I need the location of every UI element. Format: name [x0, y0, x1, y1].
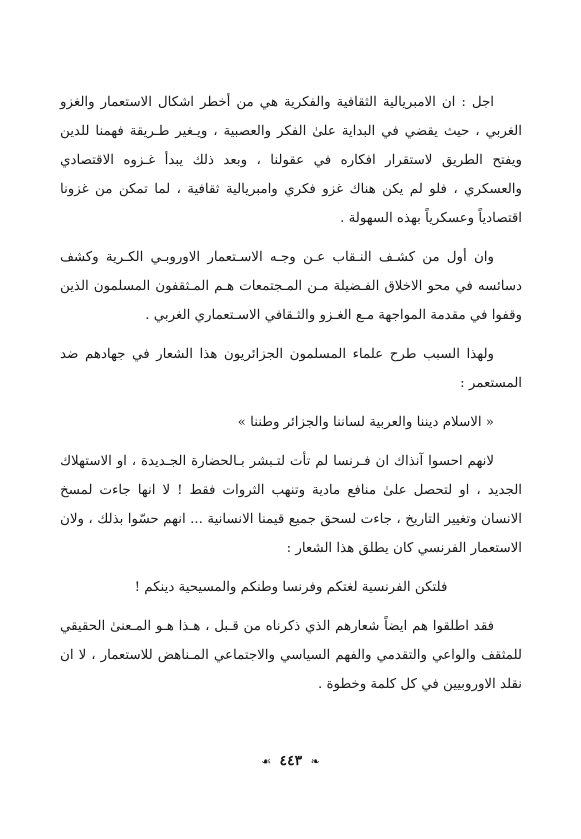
paragraph-5: فقد اطلقوا هم ايضاً شعارهم الذي ذكرناه من قـبل ، هـذا هـو المـعنىٰ الحقيقي للمثقف والواعي والتقدمي والفهم السياسي والاجتماعي المـناهض للاستعمار ، لا ان نقلد الاوروبيين في كل كلمة وخطوة .	[60, 619, 522, 692]
page-body	[60, 88, 522, 699]
paragraph-1: اجل : ان الامبريالية الثقافية والفكرية هي من أخطر اشكال الاستعمار والغزو الغربي ، حيث يقضي في البداية علىٰ الفكر والعصبية ، ويـغير طـريقة فهمنا للدين ويفتح الطريق لاستقرار افكاره في عقولنا ، وبعد ذلك يبدأ غـزوه الاقتصادي والعسكري ، فلو لم يكن هناك غزو فكري وامبريالية ثقافية ، لما تمكن من غزونا اقتصادياً وعسكرياً بهذه السهولة .	[60, 95, 522, 226]
paragraph-4: لانهم احسوا آنذاك ان فـرنسا لم تأت لتـبشر بـالحضارة الجـديدة ، او الاستهلاك الجديد ، او لتحصل علىٰ منافع مادية وتنهب الثروات فقط ! لا انها جاءت لمسخ الانسان وتغيير التاريخ ، جاءت لسحق جميع قيمنا الانسانية ... انهم حسّوا بذلك ، ولان الاستعمار الفرنسي كان يطلق هذا الشعار :	[60, 454, 522, 556]
page-footer	[0, 753, 581, 769]
page-number: ٤٤٣	[279, 753, 303, 769]
slogan-french: فلتكن الفرنسية لغتكم وفرنسا وطنكم والمسيحية دينكم !	[134, 580, 448, 595]
ornament-left-icon: ☙	[261, 754, 272, 768]
slogan-algerian: « الاسلام ديننا والعربية لساننا والجزائر وطننا »	[237, 415, 494, 430]
paragraph-3: ولهذا السبب طرح علماء المسلمون الجزائريون هذا الشعار في جهادهم ضد المستعمر :	[60, 347, 522, 391]
paragraph-2: وان أول من كشـف النـقاب عـن وجـه الاسـتعمار الاوروبـي الكـرية وكشف دسائسه في محو الاخلاق الفـضيلة مـن المـجتمعات هـم المـثقفون المسلمون الذين وقفوا في مقدمة المواجهة مـع الغـزو والثـقافي الاسـتعماري الغربي .	[60, 250, 522, 323]
ornament-right-icon: ❧	[310, 754, 320, 768]
